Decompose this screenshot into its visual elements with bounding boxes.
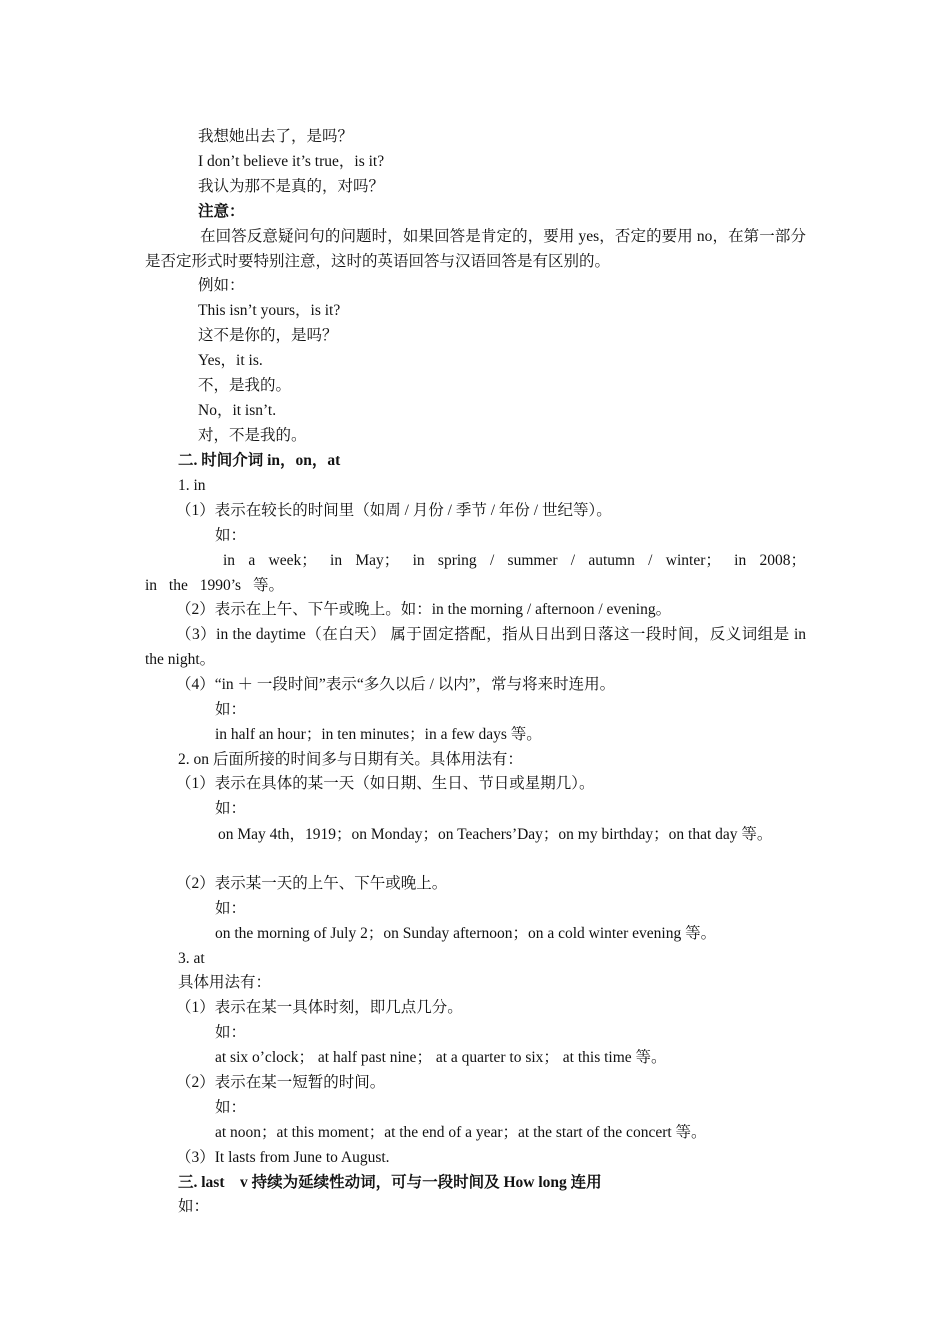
text-line: （2）表示某一天的上午、下午或晚上。 bbox=[176, 875, 448, 892]
text-line: No，it isn’t. bbox=[198, 402, 277, 419]
text-line: 如： bbox=[215, 701, 247, 718]
text-line: （2）表示在上午、下午或晚上。如：in the morning / afternoon / evening。 bbox=[176, 601, 672, 618]
text-line: 我认为那不是真的，对吗？ bbox=[198, 178, 385, 195]
subsection-heading: 2. on 后面所接的时间多与日期有关。具体用法有： bbox=[178, 751, 523, 768]
text-line: at six o’clock； at half past nine； at a quarter to six； at this time 等。 bbox=[215, 1049, 667, 1066]
text-line: 具体用法有： bbox=[178, 974, 272, 991]
text-line: （1）表示在较长的时间里（如周 / 月份 / 季节 / 年份 / 世纪等）。 bbox=[176, 502, 612, 519]
text-line: 如： bbox=[178, 1198, 210, 1215]
text-line: 不，是我的。 bbox=[198, 377, 292, 394]
paragraph: in a week； in May； in spring / summer / autumn / winter； in 2008； in the 1990’s 等。 bbox=[145, 552, 806, 594]
text-line: 例如： bbox=[198, 277, 245, 294]
text-line: at noon；at this moment；at the end of a year；at the start of the concert 等。 bbox=[215, 1124, 707, 1141]
text-line: 如： bbox=[215, 527, 247, 544]
subsection-heading: 1. in bbox=[178, 477, 206, 494]
text-line: （4）“in ＋ 一段时间”表示“多久以后 / 以内”，常与将来时连用。 bbox=[176, 676, 616, 693]
text-line: （1）表示在某一具体时刻，即几点几分。 bbox=[176, 999, 463, 1016]
text-line: （1）表示在具体的某一天（如日期、生日、节日或星期几）。 bbox=[176, 775, 595, 792]
text-line: This isn’t yours，is it? bbox=[198, 302, 341, 319]
section-heading: 三. last v 持续为延续性动词，可与一段时间及 How long 连用 bbox=[178, 1174, 602, 1191]
text-line: 对，不是我的。 bbox=[198, 427, 307, 444]
paragraph: （3）in the daytime（在白天） 属于固定搭配，指从日出到日落这一段时间，反义词组是 in the night。 bbox=[145, 626, 806, 668]
text-line: on the morning of July 2；on Sunday afternoon；on a cold winter evening 等。 bbox=[215, 925, 717, 942]
paragraph: 在回答反意疑问句的问题时，如果回答是肯定的，要用 yes，否定的要用 no，在第一部分是否定形式时要特别注意，这时的英语回答与汉语回答是有区别的。 bbox=[145, 228, 806, 270]
text-line: （3）It lasts from June to August. bbox=[176, 1149, 390, 1166]
text-line: I don’t believe it’s true，is it? bbox=[198, 153, 385, 170]
note-heading: 注意： bbox=[198, 203, 245, 220]
text-line: 如： bbox=[215, 1099, 247, 1116]
text-line: （2）表示在某一短暂的时间。 bbox=[176, 1074, 386, 1091]
text-line: 我想她出去了，是吗？ bbox=[198, 128, 354, 145]
text-line: 如： bbox=[215, 800, 247, 817]
text-line: 这不是你的，是吗？ bbox=[198, 327, 338, 344]
section-heading: 二. 时间介词 in，on，at bbox=[178, 452, 341, 469]
text-line: Yes，it is. bbox=[198, 352, 263, 369]
paragraph: on May 4th，1919；on Monday；on Teachers’Day；on my birthday；on that day 等。 bbox=[218, 826, 773, 843]
subsection-heading: 3. at bbox=[178, 950, 205, 967]
text-line: 如： bbox=[215, 900, 247, 917]
text-line: in half an hour；in ten minutes；in a few days 等。 bbox=[215, 726, 542, 743]
text-line: 如： bbox=[215, 1024, 247, 1041]
